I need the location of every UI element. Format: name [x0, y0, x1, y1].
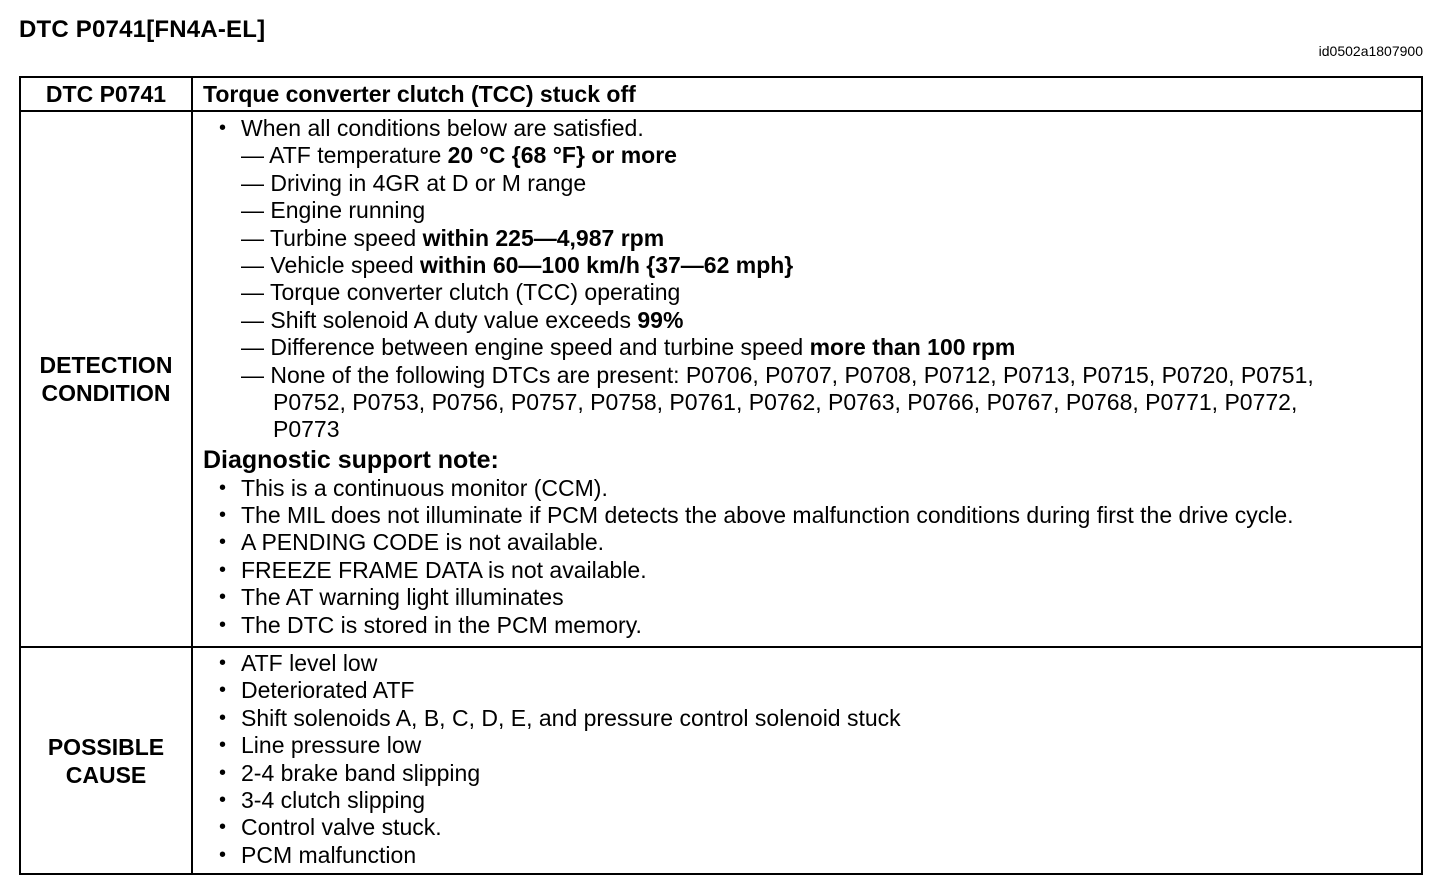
note-item: • FREEZE FRAME DATA is not available. — [203, 557, 1421, 584]
condition-item: — Shift solenoid A duty value exceeds 99% — [241, 306, 684, 333]
detection-label-line1: DETECTION — [39, 352, 173, 378]
condition-item: — Vehicle speed within 60—100 km/h {37—62 mph} — [241, 251, 794, 278]
condition-item: — ATF temperature 20 °C {68 °F} or more — [241, 142, 677, 169]
dtc-list-continuation: P0752, P0753, P0756, P0757, P0758, P0761, P0762, P0763, P0766, P0767, P0768, P0771, P0772, — [273, 388, 1298, 415]
dtc-description-cell: Torque converter clutch (TCC) stuck off — [203, 80, 636, 107]
table-header-row — [21, 78, 1421, 112]
cause-item: • ATF level low — [203, 650, 1421, 677]
detection-label-line2: CONDITION — [41, 380, 171, 406]
note-item: • The DTC is stored in the PCM memory. — [203, 612, 1421, 639]
dtc-table — [19, 76, 1423, 875]
condition-item: — Torque converter clutch (TCC) operating — [241, 279, 681, 306]
note-item: • The AT warning light illuminates — [203, 584, 1421, 611]
note-item: • A PENDING CODE is not available. — [203, 529, 1421, 556]
page-title: DTC P0741[FN4A-EL] — [19, 16, 266, 43]
condition-item: — None of the following DTCs are present: P0706, P0707, P0708, P0712, P0713, P0715, P0720, P0751, — [241, 361, 1314, 388]
dtc-list-continuation: P0773 — [273, 416, 340, 443]
dtc-code-cell: DTC P0741 — [21, 78, 193, 110]
note-item: • The MIL does not illuminate if PCM detects the above malfunction conditions during first the drive cycle. — [203, 502, 1421, 529]
possible-cause-content — [193, 648, 1421, 873]
cause-item: • Shift solenoids A, B, C, D, E, and pressure control solenoid stuck — [203, 705, 1421, 732]
cause-label-line1: POSSIBLE — [47, 733, 165, 760]
note-item: • This is a continuous monitor (CCM). — [203, 475, 1421, 502]
detection-condition-content — [193, 112, 1421, 646]
possible-cause-row — [21, 648, 1421, 873]
cause-item: • Line pressure low — [203, 732, 1421, 759]
condition-item: — Engine running — [241, 197, 426, 224]
diagnostic-note-heading: Diagnostic support note: — [203, 445, 499, 474]
detection-intro-item: • When all conditions below are satisfied. — [203, 115, 1421, 142]
detection-condition-row — [21, 112, 1421, 648]
cause-item: • 2-4 brake band slipping — [203, 760, 1421, 787]
cause-label-line2: CAUSE — [65, 761, 147, 788]
detection-condition-label — [21, 112, 193, 646]
condition-item: — Turbine speed within 225—4,987 rpm — [241, 224, 665, 251]
cause-item: • 3-4 clutch slipping — [203, 787, 1421, 814]
cause-item: • Deteriorated ATF — [203, 677, 1421, 704]
document-id: id0502a1807900 — [1318, 43, 1423, 59]
cause-item: • PCM malfunction — [203, 842, 1421, 869]
condition-item: — Difference between engine speed and turbine speed more than 100 rpm — [241, 334, 1016, 361]
cause-item: • Control valve stuck. — [203, 814, 1421, 841]
condition-item: — Driving in 4GR at D or M range — [241, 169, 587, 196]
possible-cause-label — [21, 648, 193, 873]
